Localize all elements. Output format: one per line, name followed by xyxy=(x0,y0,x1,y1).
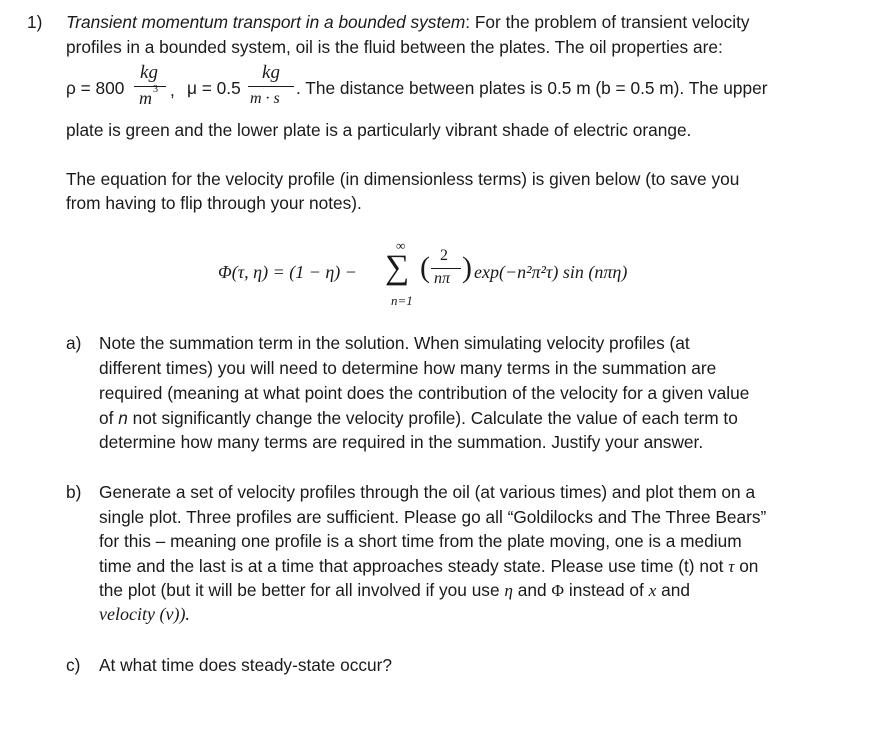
frac-num: 2 xyxy=(440,247,448,264)
problem-intro xyxy=(66,12,750,33)
eq-intro-2: from having to flip through your notes). xyxy=(66,193,362,213)
part-b-line5 xyxy=(99,580,690,601)
paren-open: ( xyxy=(420,251,430,284)
part-b-and: and xyxy=(517,580,547,600)
comma: , xyxy=(170,80,175,100)
problem-number: 1) xyxy=(27,12,43,32)
part-a-label: a) xyxy=(66,333,82,353)
part-b-line3: for this – meaning one profile is a short time from the plate moving, one is a medium xyxy=(99,531,742,551)
mu-frac-bar xyxy=(248,86,294,87)
part-b-var-x: x xyxy=(648,581,657,600)
rho-unit-den: m xyxy=(139,88,152,108)
part-c-label: c) xyxy=(66,655,81,675)
frac-den: nπ xyxy=(434,270,451,287)
problem-line2: profiles in a bounded system, oil is the fluid between the plates. The oil properties are: xyxy=(66,37,723,57)
rho-unit xyxy=(131,63,167,83)
mu-unit-den: m · s xyxy=(250,90,280,107)
part-b-line6: velocity (v)). xyxy=(99,604,190,624)
part-b-line1: Generate a set of velocity profiles through the oil (at various times) and plot them on a xyxy=(99,482,756,502)
part-a-line2: different times) you will need to determine how many terms in the summation are xyxy=(99,358,717,378)
sigma-icon: ∑ xyxy=(385,249,410,286)
problem-intro-rest: : For the problem of transient velocity xyxy=(465,12,750,32)
part-b-instead: instead of xyxy=(568,580,644,600)
part-b-and2: and xyxy=(661,580,690,600)
part-b-label: b) xyxy=(66,482,82,502)
rho-unit-exp: 3 xyxy=(153,84,158,95)
part-b-var-eta: η xyxy=(504,581,513,600)
rho-unit-num: kg xyxy=(140,62,158,83)
part-b-line4-end: on xyxy=(739,556,759,576)
part-b-line5-text: the plot (but it will be better for all involved if you use xyxy=(99,580,500,600)
part-b-var-phi: Φ xyxy=(551,581,565,600)
sum-upper: ∞ xyxy=(396,238,406,253)
paren-close: ) xyxy=(462,251,472,284)
part-b-line4 xyxy=(99,556,758,577)
part-a-line1: Note the summation term in the solution. When simulating velocity profiles (at xyxy=(99,333,690,353)
equation-rhs: exp(−n²π²τ) sin (nπη) xyxy=(474,262,628,282)
rho-frac-bar xyxy=(134,86,166,87)
eq-intro-1: The equation for the velocity profile (in dimensionless terms) is given below (to save you xyxy=(66,169,740,189)
eq-frac-bar xyxy=(431,268,461,269)
mu-unit xyxy=(248,63,294,83)
mu-unit-num: kg xyxy=(262,62,280,83)
rho-label: ρ = 800 xyxy=(66,78,125,98)
problem-line4: plate is green and the lower plate is a particularly vibrant shade of electric orange. xyxy=(66,120,692,140)
equation-lhs: Φ(τ, η) = (1 − η) − xyxy=(218,262,357,282)
part-a-var-n: n xyxy=(118,408,128,428)
part-a-line5: determine how many terms are required in the summation. Justify your answer. xyxy=(99,432,704,452)
part-a-line4-prefix: of xyxy=(99,408,119,428)
part-a-line4 xyxy=(99,408,738,429)
part-b-var-tau: τ xyxy=(728,557,735,576)
problem-title: Transient momentum transport in a bounded system xyxy=(66,12,466,32)
sum-lower: n=1 xyxy=(391,293,413,308)
mu-label: μ = 0.5 xyxy=(187,78,241,98)
part-b-line2: single plot. Three profiles are sufficient. Please go all “Goldilocks and The Three Bears” xyxy=(99,507,767,527)
part-c-line1: At what time does steady-state occur? xyxy=(99,655,392,675)
part-a-line4-text: not significantly change the velocity profile). Calculate the value of each term to xyxy=(132,408,738,428)
part-a-line3: required (meaning at what point does the contribution of the velocity for a given value xyxy=(99,383,750,403)
part-b-line4-text: time and the last is at a time that approaches steady state. Please use time (t) not xyxy=(99,556,724,576)
distance-text: . The distance between plates is 0.5 m (b = 0.5 m). The upper xyxy=(296,78,768,98)
